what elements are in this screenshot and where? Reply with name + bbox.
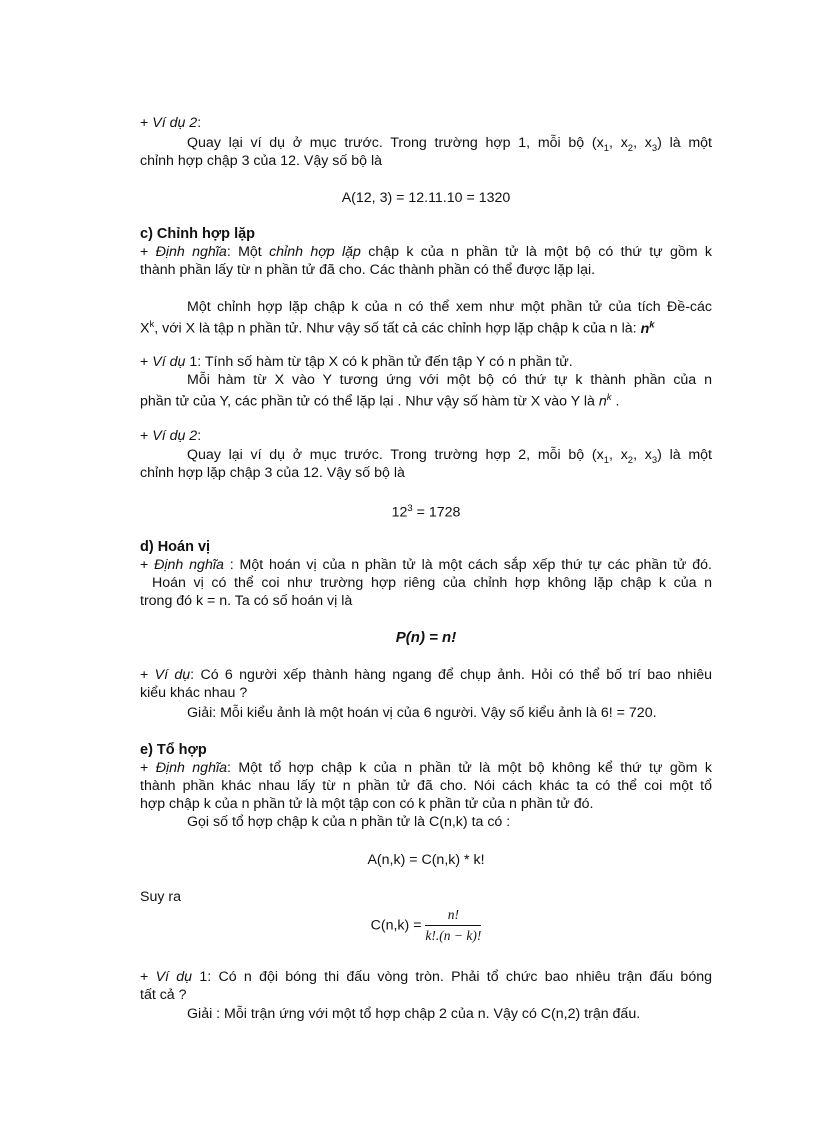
e-definition-line-3: hợp chập k của n phần tử là một tập con có k phần tử của n phần tử đó. <box>140 796 594 812</box>
c-definition-line-2: thành phần lấy từ n phần tử đã cho. Các thành phần có thể được lặp lại. <box>140 262 596 278</box>
e-definition-line-1: + Định nghĩa: Một tổ hợp chập k của n phần tử là một bộ không kể thứ tự gồm k <box>140 760 712 776</box>
fraction-numerator: n! <box>425 906 481 926</box>
fraction-denominator: k!.(n − k)! <box>425 928 482 943</box>
formula-permutation: P(n) = n! <box>395 629 457 646</box>
c-example-2-line-1: Quay lại ví dụ ở mục trước. Trong trường hợp 2, mỗi bộ ($x_1$, $x_2$, $x_3$) là một <box>187 447 713 466</box>
fraction <box>425 906 481 945</box>
d-example-line-1: + Ví dụ: Có 6 người xếp thành hàng ngang để chụp ảnh. Hỏi có thể bố trí bao nhiêu <box>140 667 712 683</box>
e-example-line-2: tất cả ? <box>140 987 187 1003</box>
d-example-line-2: kiểu khác nhau ? <box>140 685 248 701</box>
e-example-line-1: + Ví dụ 1: Có n đội bóng thi đấu vòng tròn. Phải tổ chức bao nhiêu trận đấu bóng <box>140 969 712 985</box>
formula-a-equals-c-times-k: A(n,k) = C(n,k) * k! <box>367 852 485 868</box>
section-heading-d: d) Hoán vị <box>140 539 211 555</box>
e-paragraph-line-1: Gọi số tổ hợp chập k của n phần tử là C(n,k) ta có : <box>187 814 511 830</box>
c-example-1-line-3: phần tử của Y, các phần tử có thể lặp lại . Như vậy số hàm từ X vào Y là $n^k$ . <box>140 392 620 410</box>
example-2-text-line-1: Quay lại ví dụ ở mục trước. Trong trường hợp 1, mỗi bộ ($x_1$, $x_2$, $x_3$) là một <box>187 135 713 154</box>
formula-12-cubed: $12^3 = 1728$ <box>391 503 461 521</box>
d-example-solution: Giải: Mỗi kiểu ảnh là một hoán vị của 6 người. Vậy số kiểu ảnh là 6! = 720. <box>187 705 657 721</box>
c-example-2-label-line: + Ví dụ 2: <box>140 428 202 444</box>
section-heading-c: c) Chỉnh hợp lặp <box>140 226 256 242</box>
d-definition-line-2: Hoán vị có thể coi như trường hợp riêng của chỉnh hợp không lặp chập k của n <box>152 575 712 591</box>
c-example-2-line-2: chỉnh hợp lặp chập 3 của 12. Vậy số bộ là <box>140 465 405 481</box>
e-definition-line-2: thành phần khác nhau lấy từ n phần tử đã cho. Nói cách khác ta có thể coi một tổ <box>140 778 712 794</box>
d-definition-line-1: + Định nghĩa : Một hoán vị của n phần tử là một cách sắp xếp thứ tự các phần tử đó. <box>140 557 712 573</box>
example-label: Ví dụ 2 <box>152 115 198 131</box>
c-paragraph-line-1: Một chỉnh hợp lặp chập k của n có thể xem như một phần tử của tích Đề-các <box>187 299 712 315</box>
c-definition-line-1: + Định nghĩa: Một chỉnh hợp lặp chập k của n phần tử là một bộ có thứ tự gồm k <box>140 244 712 260</box>
example-2-text-line-2: chỉnh hợp chập 3 của 12. Vậy số bộ là <box>140 153 382 169</box>
d-definition-line-3: trong đó k = n. Ta có số hoán vị là <box>140 593 353 609</box>
formula-combination: C(n,k) = $\frac{n!}{k!.(n - k)!}$ <box>370 907 482 943</box>
c-example-1-line-2: Mỗi hàm từ X vào Y tương ứng với một bộ có thứ tự k thành phần của n <box>187 372 712 388</box>
c-example-1-line-1: + Ví dụ 1: Tính số hàm từ tập X có k phần tử đến tập Y có n phần tử. <box>140 354 573 370</box>
example-2-label-line: + Ví dụ 2: <box>140 115 202 131</box>
e-suy-ra: Suy ra <box>140 889 182 905</box>
formula-a-12-3: A(12, 3) = 12.11.10 = 1320 <box>341 190 511 206</box>
e-example-solution: Giải : Mỗi trận ứng với một tổ hợp chập 2 của n. Vậy có C(n,2) trận đấu. <box>187 1006 641 1022</box>
c-paragraph-line-2: $X^k$, với X là tập n phần tử. Như vậy số tất cả các chỉnh hợp lặp chập k của n là: $n^k$ <box>140 319 655 337</box>
section-heading-e: e) Tổ hợp <box>140 742 207 758</box>
